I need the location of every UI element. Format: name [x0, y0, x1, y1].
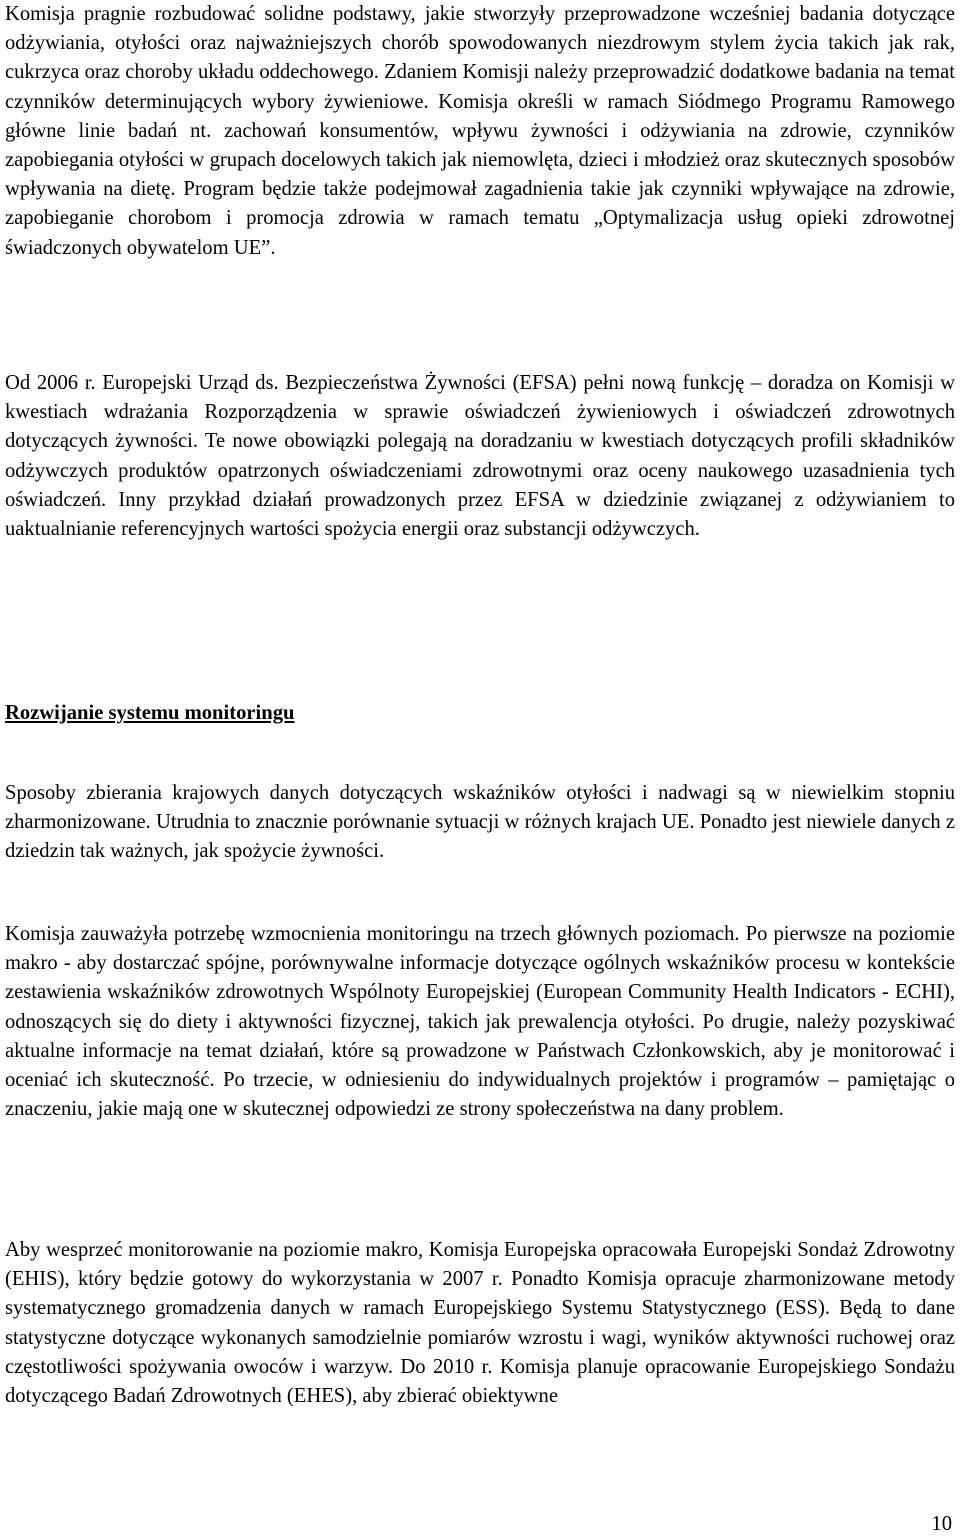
paragraph-monitoring-levels: Komisja zauważyła potrzebę wzmocnienia monitoringu na trzech głównych poziomach. Po pierwsze na poziomie makro - aby dostarczać spójne, porównywalne informacje dotyczące ogólnych wskaźników procesu w kontekście zestawienia wskaźników zdrowotnych Wspólnoty Europejskiej (European Community Health Indicators - ECHI), odnoszących się do diety i aktywności fizycznej, takich jak prewalencja otyłości. Po drugie, należy pozyskiwać aktualne informacje na temat działań, które są prowadzone w Państwach Członkowskich, aby je monitorować i oceniać ich skuteczność. Po trzecie, w odniesieniu do indywidualnych projektów i programów – pamiętając o znaczeniu, jakie mają one w skutecznej odpowiedzi ze strony społeczeństwa na dany problem. [5, 923, 955, 1121]
paragraph-ehis: Aby wesprzeć monitorowanie na poziomie makro, Komisja Europejska opracowała Europejski Sondaż Zdrowotny (EHIS), który będzie gotowy do wykorzystania w 2007 r. Ponadto Komisja opracuje zharmonizowane metody systematycznego gromadzenia danych w ramach Europejskiego Systemu Statystycznego (ESS). Będą to dane statystyczne dotyczące wykonanych samodzielnie pomiarów wzrostu i wagi, wyników aktywności ruchowej oraz częstotliwości spożywania owoców i warzyw. Do 2010 r. Komisja planuje opracowanie Europejskiego Sondażu dotyczącego Badań Zdrowotnych (EHES), aby zbierać obiektywne [5, 1239, 955, 1408]
page-number: 10 [931, 1513, 952, 1535]
section-heading-monitoring: Rozwijanie systemu monitoringu [5, 702, 295, 724]
paragraph-research: Komisja pragnie rozbudować solidne podstawy, jakie stworzyły przeprowadzone wcześniej badania dotyczące odżywiania, otyłości oraz najważniejszych chorób spowodowanych niezdrowym stylem życia takich jak rak, cukrzyca oraz choroby układu oddechowego. Zdaniem Komisji należy przeprowadzić dodatkowe badania na temat czynników determinujących wybory żywieniowe. Komisja określi w ramach Siódmego Programu Ramowego główne linie badań nt. zachowań konsumentów, wpływu żywności i odżywiania na zdrowie, czynników zapobiegania otyłości w grupach docelowych takich jak niemowlęta, dzieci i młodzież oraz skutecznych sposobów wpływania na dietę. Program będzie także podejmował zagadnienia takie jak czynniki wpływające na zdrowie, zapobieganie chorobom i promocja zdrowia w ramach tematu „Optymalizacja usług opieki zdrowotnej świadczonych obywatelom UE”. [5, 3, 955, 259]
paragraph-efsa: Od 2006 r. Europejski Urząd ds. Bezpieczeństwa Żywności (EFSA) pełni nową funkcję – doradza on Komisji w kwestiach wdrażania Rozporządzenia w sprawie oświadczeń żywieniowych i oświadczeń zdrowotnych dotyczących żywności. Te nowe obowiązki polegają na doradzaniu w kwestiach dotyczących profili składników odżywczych produktów opatrzonych oświadczeniami zdrowotnymi oraz oceny naukowego uzasadnienia tych oświadczeń. Inny przykład działań prowadzonych przez EFSA w dziedzinie związanej z odżywianiem to uaktualnianie referencyjnych wartości spożycia energii oraz substancji odżywczych. [5, 372, 955, 541]
paragraph-data-harmonization: Sposoby zbierania krajowych danych dotyczących wskaźników otyłości i nadwagi są w niewielkim stopniu zharmonizowane. Utrudnia to znacznie porównanie sytuacji w różnych krajach UE. Ponadto jest niewiele danych z dziedzin tak ważnych, jak spożycie żywności. [5, 782, 955, 863]
